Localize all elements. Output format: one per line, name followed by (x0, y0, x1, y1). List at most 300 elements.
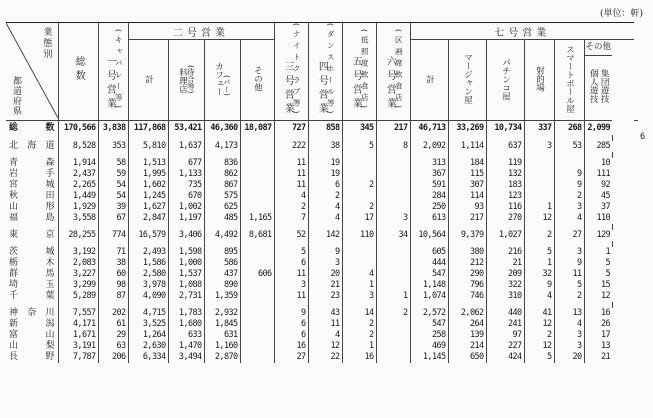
data-cell: 209 (486, 269, 524, 280)
data-cell: 3,525 (128, 319, 168, 330)
data-cell: 867 (204, 180, 240, 191)
data-cell: 17 (342, 213, 376, 224)
data-cell (240, 258, 274, 269)
data-cell: 1,165 (240, 213, 274, 224)
data-cell (376, 158, 410, 169)
data-cell: 22 (308, 352, 342, 363)
data-cell: 1,245 (128, 191, 168, 202)
header-g7: 七号営業 (410, 23, 634, 40)
data-cell: 1,627 (128, 202, 168, 213)
data-cell (376, 341, 410, 352)
data-cell: 250 (410, 202, 448, 213)
data-cell: 2 (342, 319, 376, 330)
data-cell: 2,580 (128, 269, 168, 280)
data-cell: 4,090 (128, 291, 168, 302)
data-cell: 1,160 (204, 341, 240, 352)
data-cell (524, 191, 554, 202)
data-cell: 5 (554, 280, 584, 291)
data-cell: 8,681 (240, 230, 274, 241)
table-row (6, 319, 638, 330)
data-cell: 2 (524, 230, 554, 241)
data-cell (240, 330, 274, 341)
data-cell: 93 (448, 202, 486, 213)
prefecture-name: 福島 (9, 213, 55, 224)
data-cell: 10 (584, 158, 612, 169)
data-cell: 11 (274, 269, 308, 280)
table-row (6, 121, 638, 136)
data-cell: 184 (448, 158, 486, 169)
data-cell: 3,191 (58, 341, 98, 352)
data-cell: 1,845 (204, 319, 240, 330)
data-cell: 217 (376, 121, 410, 136)
data-cell: 1,537 (168, 269, 204, 280)
table-row (6, 258, 638, 269)
data-cell: 2 (274, 202, 308, 213)
data-cell: 7 (274, 213, 308, 224)
data-cell (376, 269, 410, 280)
prefecture-name: 富山 (9, 330, 55, 341)
data-cell: 862 (204, 169, 240, 180)
data-cell: 61 (98, 319, 128, 330)
data-cell: 4 (308, 213, 342, 224)
data-cell: 13 (584, 341, 612, 352)
data-cell (240, 247, 274, 258)
data-cell (554, 158, 584, 169)
table-row (6, 291, 638, 302)
data-cell: 1,586 (128, 258, 168, 269)
header-g2-cafe: カフェー(バー) (204, 40, 240, 121)
header-g3: 三号営業(ナイトクラブ等) (274, 23, 308, 121)
data-cell: 1,449 (58, 191, 98, 202)
data-cell: 1,995 (128, 169, 168, 180)
data-cell (342, 191, 376, 202)
data-cell: 5,810 (128, 141, 168, 152)
data-cell: 3,192 (58, 247, 98, 258)
data-cell: 2 (308, 191, 342, 202)
header-g7-other-shudan: 集団遊技 (599, 68, 610, 103)
prefecture-name: 長野 (9, 352, 55, 363)
data-cell: 631 (204, 330, 240, 341)
data-cell: 1,783 (168, 308, 204, 319)
data-cell: 4,171 (58, 319, 98, 330)
data-cell: 469 (410, 341, 448, 352)
header-blank (634, 23, 638, 121)
data-cell: 345 (342, 121, 376, 136)
prefecture-name: 秋田 (9, 191, 55, 202)
data-cell (342, 169, 376, 180)
data-cell: 633 (168, 330, 204, 341)
data-cell: 3,838 (98, 121, 128, 136)
cut-off-value: 6 (640, 132, 646, 142)
prefecture-name: 神奈川 (9, 308, 55, 319)
data-cell: 2,265 (58, 180, 98, 191)
data-cell (342, 247, 376, 258)
data-cell (240, 308, 274, 319)
data-cell: 71 (98, 247, 128, 258)
data-cell: 1,145 (410, 352, 448, 363)
data-cell: 11 (274, 291, 308, 302)
blank-cell (612, 121, 634, 136)
data-cell: 3,299 (58, 280, 98, 291)
data-cell: 59 (98, 169, 128, 180)
table-row (6, 247, 638, 258)
data-cell (240, 180, 274, 191)
data-cell: 12 (524, 319, 554, 330)
data-cell: 28,255 (58, 230, 98, 241)
data-cell: 2,437 (58, 169, 98, 180)
data-cell: 27 (554, 230, 584, 241)
blank-cell (612, 141, 634, 152)
data-cell: 20 (308, 269, 342, 280)
data-cell (376, 202, 410, 213)
header-g4: 四号営業(ダンスホール等) (308, 23, 342, 121)
data-cell: 222 (274, 141, 308, 152)
data-cell: 26 (584, 319, 612, 330)
data-cell: 270 (486, 213, 524, 224)
data-cell: 3 (376, 213, 410, 224)
data-cell: 5 (342, 141, 376, 152)
data-cell: 586 (204, 258, 240, 269)
data-cell: 13 (554, 308, 584, 319)
data-cell (524, 180, 554, 191)
data-cell: 12 (524, 341, 554, 352)
prefecture-name: 埼玉 (9, 280, 55, 291)
blank-cell (612, 258, 634, 269)
data-cell: 217 (448, 213, 486, 224)
data-cell: 2 (554, 291, 584, 302)
data-cell: 142 (308, 230, 342, 241)
data-cell: 5 (524, 352, 554, 363)
data-cell: 58 (98, 158, 128, 169)
data-cell: 15 (584, 280, 612, 291)
data-cell (376, 280, 410, 291)
data-cell: 380 (448, 247, 486, 258)
data-cell: 367 (410, 169, 448, 180)
data-cell: 3,558 (58, 213, 98, 224)
data-cell: 1,197 (168, 213, 204, 224)
header-g7-mahjong: マージャン屋 (448, 40, 486, 121)
data-cell: 2,099 (584, 121, 612, 136)
data-cell (240, 169, 274, 180)
data-cell: 21 (584, 352, 612, 363)
data-cell (240, 141, 274, 152)
data-cell: 116 (486, 202, 524, 213)
data-cell: 87 (98, 291, 128, 302)
header-g7-shateki: 射的場 (524, 40, 554, 121)
data-cell: 18,087 (240, 121, 274, 136)
data-cell: 258 (410, 330, 448, 341)
data-cell: 41 (524, 308, 554, 319)
prefecture-name: 栃木 (9, 258, 55, 269)
data-cell: 4 (554, 213, 584, 224)
data-cell: 54 (98, 180, 128, 191)
data-cell: 547 (410, 319, 448, 330)
prefecture-name: 北海道 (9, 141, 55, 152)
data-cell: 575 (204, 191, 240, 202)
data-cell: 9 (274, 308, 308, 319)
data-cell (376, 330, 410, 341)
table-row (6, 180, 638, 191)
data-cell: 241 (486, 319, 524, 330)
data-cell: 1,602 (128, 180, 168, 191)
data-cell: 613 (410, 213, 448, 224)
blank-cell (612, 308, 634, 319)
data-cell: 2,062 (448, 308, 486, 319)
data-cell: 895 (204, 247, 240, 258)
data-cell: 310 (486, 291, 524, 302)
establishment-count-table (6, 22, 638, 363)
data-cell: 3 (554, 247, 584, 258)
data-cell: 53,421 (168, 121, 204, 136)
data-cell: 11 (274, 158, 308, 169)
data-cell: 6,334 (128, 352, 168, 363)
data-cell: 2,932 (204, 308, 240, 319)
table-row (6, 269, 638, 280)
prefecture-name: 青森 (9, 158, 55, 169)
data-cell: 2 (342, 180, 376, 191)
data-cell: 650 (448, 352, 486, 363)
data-cell: 796 (448, 280, 486, 291)
corner-label-business-type: 業態別 (41, 27, 52, 60)
data-cell: 16,579 (128, 230, 168, 241)
data-cell: 4 (554, 319, 584, 330)
table-row (6, 330, 638, 341)
data-cell: 1,088 (168, 280, 204, 291)
data-cell (376, 319, 410, 330)
data-cell: 3 (554, 330, 584, 341)
header-g7-other-kojin: 個人遊技 (588, 68, 599, 103)
data-cell: 1,598 (168, 247, 204, 258)
header-g2-kei: 計 (128, 40, 168, 121)
data-cell: 1,148 (410, 280, 448, 291)
data-cell: 1 (376, 291, 410, 302)
data-cell: 111 (584, 169, 612, 180)
data-cell: 60 (98, 269, 128, 280)
prefecture-name: 岩手 (9, 169, 55, 180)
prefecture-name: 山梨 (9, 341, 55, 352)
data-cell: 12 (524, 213, 554, 224)
data-cell: 1,513 (128, 158, 168, 169)
data-cell: 1,002 (168, 202, 204, 213)
data-cell: 424 (486, 352, 524, 363)
data-cell: 3,406 (168, 230, 204, 241)
data-cell: 10,734 (486, 121, 524, 136)
table-row (6, 280, 638, 291)
data-cell: 1,671 (58, 330, 98, 341)
data-cell: 677 (168, 158, 204, 169)
data-cell: 2,847 (128, 213, 168, 224)
data-cell: 6 (308, 180, 342, 191)
data-cell: 836 (204, 158, 240, 169)
blank-cell (612, 230, 634, 241)
data-cell: 2 (342, 202, 376, 213)
data-cell (342, 258, 376, 269)
blank-cell (612, 247, 634, 258)
data-cell: 2,731 (168, 291, 204, 302)
blank-cell (612, 169, 634, 180)
data-cell (240, 341, 274, 352)
data-cell: 4 (524, 291, 554, 302)
data-cell: 2,083 (58, 258, 98, 269)
data-cell: 16 (584, 308, 612, 319)
data-cell: 290 (448, 269, 486, 280)
data-cell: 606 (240, 269, 274, 280)
data-cell: 12 (308, 341, 342, 352)
data-cell: 9,379 (448, 230, 486, 241)
data-cell: 3 (342, 291, 376, 302)
data-cell: 284 (410, 191, 448, 202)
data-cell: 264 (448, 319, 486, 330)
data-cell: 3,494 (168, 352, 204, 363)
unit-note: (単位：軒) (599, 9, 643, 19)
data-cell (524, 158, 554, 169)
data-cell: 110 (584, 213, 612, 224)
blank-cell (612, 280, 634, 291)
blank-cell (612, 202, 634, 213)
data-cell: 183 (486, 180, 524, 191)
table-body (6, 121, 638, 364)
header-g2-sonota: その他 (240, 40, 274, 121)
data-cell: 46,360 (204, 121, 240, 136)
data-cell: 110 (342, 230, 376, 241)
data-cell: 38 (308, 141, 342, 152)
data-cell: 67 (98, 213, 128, 224)
data-cell: 6 (274, 319, 308, 330)
prefecture-name: 新潟 (9, 319, 55, 330)
data-cell: 591 (410, 180, 448, 191)
data-cell: 735 (168, 180, 204, 191)
data-cell: 19 (308, 169, 342, 180)
data-cell: 9 (554, 169, 584, 180)
data-cell: 37 (584, 202, 612, 213)
table-row (6, 191, 638, 202)
data-cell: 3,227 (58, 269, 98, 280)
blank-cell (612, 291, 634, 302)
data-cell: 3 (274, 280, 308, 291)
table-row (6, 341, 638, 352)
data-cell: 1 (342, 341, 376, 352)
data-cell: 1,680 (168, 319, 204, 330)
data-cell: 97 (486, 330, 524, 341)
data-cell: 5 (274, 247, 308, 258)
data-cell: 16 (274, 341, 308, 352)
data-cell: 98 (98, 280, 128, 291)
data-cell (376, 258, 410, 269)
data-cell: 11 (274, 180, 308, 191)
data-cell: 7,787 (58, 352, 98, 363)
prefecture-name: 総数 (9, 122, 55, 133)
data-cell: 4 (274, 191, 308, 202)
data-cell: 7,557 (58, 308, 98, 319)
data-cell: 3 (308, 258, 342, 269)
header-total: 総数 (58, 23, 98, 121)
data-cell: 440 (486, 308, 524, 319)
data-cell: 4,173 (204, 141, 240, 152)
data-cell: 774 (98, 230, 128, 241)
header-corner (6, 23, 58, 121)
data-cell: 444 (410, 258, 448, 269)
data-cell: 17 (584, 330, 612, 341)
data-cell: 46,713 (410, 121, 448, 136)
data-cell: 11 (554, 269, 584, 280)
data-cell: 45 (584, 191, 612, 202)
header-g7-other (584, 40, 612, 121)
data-cell: 63 (98, 341, 128, 352)
data-cell: 437 (204, 269, 240, 280)
data-cell (240, 202, 274, 213)
data-cell: 547 (410, 269, 448, 280)
data-cell: 1,074 (410, 291, 448, 302)
data-cell: 27 (274, 352, 308, 363)
data-cell: 129 (584, 230, 612, 241)
prefecture-name: 山形 (9, 202, 55, 213)
data-cell: 1,637 (168, 141, 204, 152)
data-cell: 2,630 (128, 341, 168, 352)
data-cell: 322 (486, 280, 524, 291)
data-cell: 139 (448, 330, 486, 341)
table-row (6, 308, 638, 319)
data-cell: 6 (274, 330, 308, 341)
header-g7-smartball: スマートボール屋 (554, 40, 584, 121)
data-cell (240, 280, 274, 291)
prefecture-name: 茨城 (9, 247, 55, 258)
blank-cell (612, 319, 634, 330)
data-cell: 2 (342, 330, 376, 341)
data-cell: 670 (168, 191, 204, 202)
blank-cell (612, 213, 634, 224)
data-cell: 115 (448, 169, 486, 180)
data-cell: 16 (342, 352, 376, 363)
header-g7-other-label: その他 (585, 40, 613, 56)
data-cell: 23 (308, 291, 342, 302)
data-cell: 214 (448, 341, 486, 352)
blank-cell (612, 352, 634, 363)
data-cell: 92 (584, 180, 612, 191)
data-cell (240, 352, 274, 363)
data-cell: 1,470 (168, 341, 204, 352)
data-cell: 3,978 (128, 280, 168, 291)
table-row (6, 141, 638, 152)
table-row (6, 230, 638, 241)
data-cell: 890 (204, 280, 240, 291)
prefecture-name: 宮城 (9, 180, 55, 191)
data-cell (240, 291, 274, 302)
data-cell: 268 (554, 121, 584, 136)
blank-cell (612, 330, 634, 341)
data-cell: 9 (308, 247, 342, 258)
data-cell: 29 (98, 330, 128, 341)
data-cell: 12 (584, 291, 612, 302)
data-cell: 206 (98, 352, 128, 363)
data-cell: 33,269 (448, 121, 486, 136)
data-cell: 21 (486, 258, 524, 269)
data-cell: 313 (410, 158, 448, 169)
data-cell: 353 (98, 141, 128, 152)
data-cell: 1,914 (58, 158, 98, 169)
data-cell: 1,000 (168, 258, 204, 269)
data-cell: 727 (274, 121, 308, 136)
blank-cell (612, 180, 634, 191)
data-cell (376, 180, 410, 191)
data-cell: 132 (486, 169, 524, 180)
data-cell: 5 (584, 269, 612, 280)
data-cell: 1,359 (204, 291, 240, 302)
data-cell (240, 158, 274, 169)
blank-cell (612, 191, 634, 202)
data-cell: 625 (204, 202, 240, 213)
data-cell: 8 (376, 141, 410, 152)
blank-cell (612, 158, 634, 169)
